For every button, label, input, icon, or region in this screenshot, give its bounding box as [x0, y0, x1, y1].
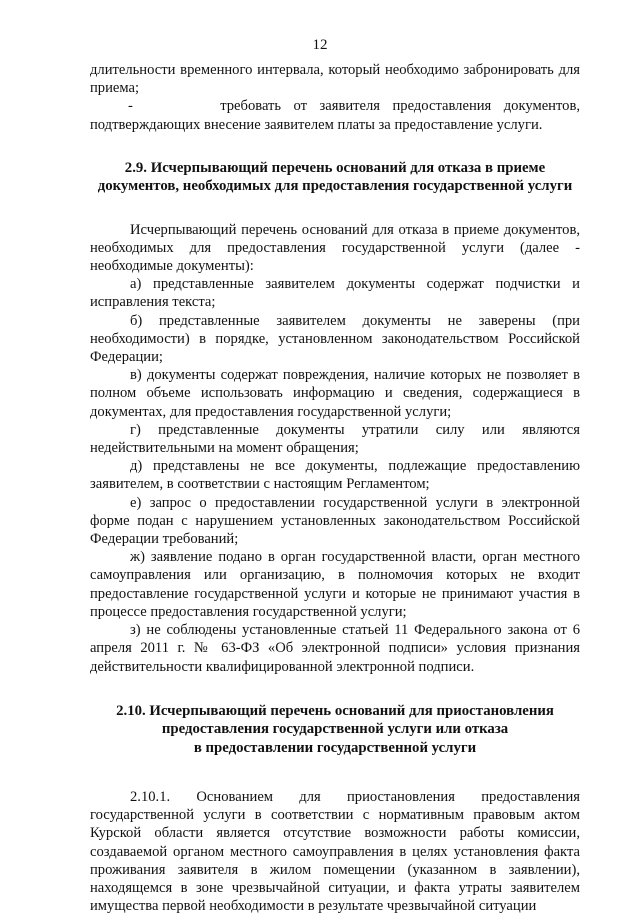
section-2-9-heading-line2: документов, необходимых для предоставления государственной услуги: [97, 178, 573, 195]
section-2-10-heading-line3: в предоставлении государственной услуги: [193, 739, 477, 756]
list-item: з) не соблюдены установленные статьей 11 Федерального закона от 6 апреля 2011 г. № 63-ФЗ «Об электронной подписи» условия признания действительности квалифицированной электронной подписи.: [90, 622, 580, 675]
list-item: е) запрос о предоставлении государственной услуги в электронной форме подан с нарушением установленных законодательством Российской Федерации требований;: [90, 494, 580, 548]
intro-dash-content: требовать от заявителя предоставления документов, подтверждающих внесение заявителем платы за предоставление услуги.: [90, 98, 581, 133]
intro-dash-text: [90, 97, 580, 133]
page-number: 12: [312, 37, 328, 53]
list-item: б) представленные заявителем документы не заверены (при необходимости) в порядке, установленном законодательством Российской Федерации;: [90, 312, 580, 366]
list-item: а) представленные заявителем документы содержат подчистки и исправления текста;: [90, 276, 580, 311]
section-2-9-heading: [90, 159, 580, 196]
dash-symbol: -: [128, 98, 133, 115]
paragraph-2-10-1: 2.10.1. Основанием для приостановления предоставления государственной услуги в соответствии с нормативным правовым актом Курской области является отсутствие возможности работы комиссии, создаваемой органом местного самоуправления в целях установления факта проживания заявителя в жилом помещении (указанном в заявлении), находящемся в зоне чрезвычайной ситуации, и факта утраты заявителем имущества первой необходимости в результате чрезвычайной ситуации: [90, 788, 580, 915]
section-2-10-heading-line1: 2.10. Исчерпывающий перечень оснований для приостановления: [116, 702, 554, 719]
list-item: в) документы содержат повреждения, наличие которых не позволяет в полном объеме использовать информацию и сведения, содержащиеся в документах, для предоставления государственной услуги;: [90, 367, 580, 420]
section-2-10-heading-line2: предоставления государственной услуги или отказа: [161, 721, 509, 738]
section-2-10-heading: [90, 702, 580, 757]
list-item: ж) заявление подано в орган государственной власти, орган местного самоуправления или организацию, в полномочия которых не входит предоставление государственной услуги и которые не принимают участия в процессе предоставления государственной услуги;: [90, 549, 580, 620]
intro-line: длительности временного интервала, который необходимо забронировать для приема;: [90, 62, 580, 97]
list-item: д) представлены не все документы, подлежащие предоставлению заявителем, в соответствии с настоящим Регламентом;: [90, 458, 580, 493]
section-2-9-heading-line1: 2.9. Исчерпывающий перечень оснований для отказа в приеме: [124, 159, 546, 176]
section-2-9-lead: Исчерпывающий перечень оснований для отказа в приеме документов, необходимых для предоставления государственной услуги (далее - необходимые документы):: [90, 221, 580, 275]
intro-dash-item: [90, 97, 580, 133]
page-content: [90, 61, 580, 915]
list-item: г) представленные документы утратили силу или являются недействительными на момент обращения;: [90, 421, 580, 457]
